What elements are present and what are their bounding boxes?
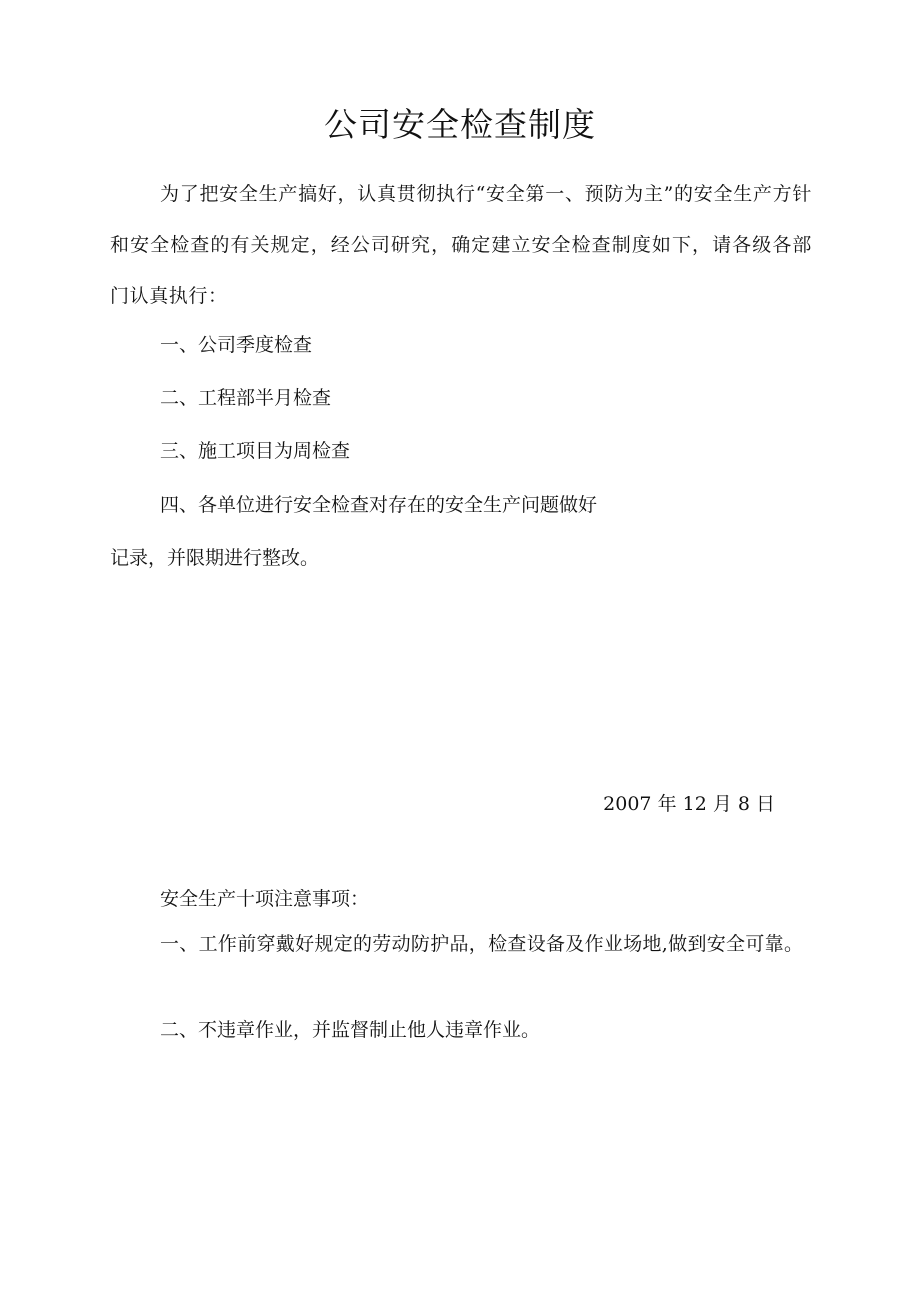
intro-paragraph: 为了把安全生产搞好，认真贯彻执行“安全第一、预防为主”的安全生产方针和安全检查的有关规定，经公司研究，确定建立安全检查制度如下，请各级各部门认真执行：: [110, 183, 812, 307]
notes-heading: 安全生产十项注意事项：: [160, 888, 370, 910]
document-date: 2007 年 12 月 8 日: [603, 793, 775, 815]
rule-item-1: 一、公司季度检查: [160, 334, 313, 356]
rule-item-3: 三、施工项目为周检查: [160, 440, 351, 462]
note-item-2: 二、不违章作业，并监督制止他人违章作业。: [160, 1019, 541, 1041]
rule-item-4: 四、各单位进行安全检查对存在的安全生产问题做好: [160, 494, 598, 516]
rule-item-4-continued: 记录，并限期进行整改。: [110, 547, 320, 569]
rule-item-2: 二、工程部半月检查: [160, 387, 332, 409]
note-item-1: 一、工作前穿戴好规定的劳动防护品，检查设备及作业场地,做到安全可靠。: [160, 933, 804, 955]
document-title: 公司安全检查制度: [324, 105, 596, 144]
